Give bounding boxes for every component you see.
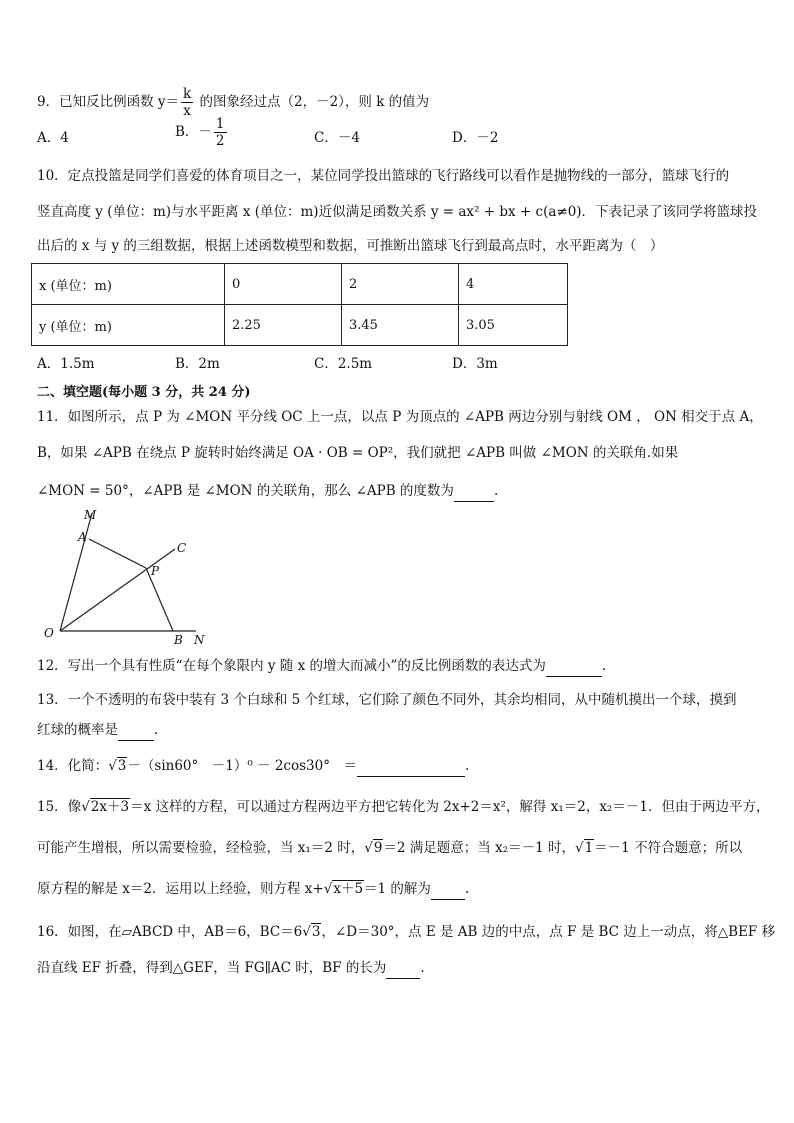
q15-l1-post: ＝x 这样的方程，可以通过方程两边平方把它转化为 2x+2＝x²，解得 x₁＝2，x₂＝－1．但由于两边平方， — [130, 799, 770, 815]
label-a: A — [78, 530, 87, 544]
q9-option-b-fraction — [214, 116, 227, 149]
q9-option-c: C．－4 — [314, 130, 360, 146]
q10-option-c: C．2.5m — [314, 356, 373, 372]
q10-option-a: A．1.5m — [37, 356, 95, 372]
sqrt-sign: √ — [302, 924, 311, 940]
q9-option-b — [175, 116, 229, 149]
q9-option-a: A．4 — [37, 130, 69, 146]
q10-options — [37, 354, 757, 374]
section-title: 二、填空题(每小题 3 分，共 24 分) — [37, 385, 251, 400]
q13-line2 — [37, 720, 158, 741]
table-cell: 3.05 — [459, 305, 568, 346]
q15-l1-radicand: 2x＋3 — [90, 799, 130, 815]
q15-l2-mid: ＝2 满足题意；当 x₂＝－1 时， — [383, 840, 575, 856]
q13-end: . — [154, 722, 159, 738]
table-cell: 2.25 — [225, 305, 342, 346]
answer-blank — [357, 756, 465, 777]
q10-option-b: B．2m — [175, 356, 220, 372]
q13-line2-text: 红球的概率是 — [37, 722, 118, 738]
label-n: N — [194, 633, 205, 647]
label-b: B — [174, 633, 183, 647]
q9-option-b-num: 1 — [215, 116, 225, 132]
q9-fraction — [181, 86, 193, 119]
q9-option-b-den: 2 — [215, 133, 225, 149]
q15-line3 — [37, 879, 469, 900]
q16-l2-text: 沿直线 EF 折叠，得到△GEF，当 FG∥AC 时，BF 的长为 — [37, 960, 387, 976]
q9-options — [37, 116, 757, 168]
q15-l2-radicand-2: 1 — [584, 840, 594, 856]
answer-blank — [546, 656, 602, 677]
label-p: P — [151, 564, 160, 578]
answer-blank — [454, 481, 494, 502]
sqrt-sign: √ — [364, 840, 373, 856]
q9-stem — [37, 86, 429, 119]
table-cell: 4 — [459, 264, 568, 305]
q16-l1-pre: 16．如图，在▱ABCD 中，AB＝6，BC＝6 — [37, 924, 303, 940]
q16-end: . — [420, 960, 425, 976]
q14-radicand: 3 — [117, 758, 127, 774]
q10-line1: 10．定点投篮是同学们喜爱的体育项目之一，某位同学投出篮球的飞行路线可以看作是抛物线的一部分，篮球飞行的 — [37, 168, 730, 184]
q10-line2: 竖直高度 y (单位：m)与水平距离 x (单位：m)近似满足函数关系 y = ax² + bx + c(a≠0)．下表记录了该同学将篮球投 — [37, 204, 758, 220]
segment-pa — [89, 539, 146, 568]
table-cell: y (单位：m) — [32, 305, 225, 346]
table-cell: 0 — [225, 264, 342, 305]
q11-line3-end: . — [493, 483, 499, 499]
q14-end: . — [464, 758, 470, 774]
q9-prefix: 9．已知反比例函数 y＝ — [37, 94, 180, 110]
sqrt-sign: √ — [323, 881, 333, 897]
q15-l2-post: ＝－1 不符合题意；所以 — [594, 840, 743, 856]
sqrt-sign: √ — [108, 758, 117, 774]
q14-stem — [37, 756, 469, 777]
answer-blank — [118, 720, 154, 741]
table-cell: x (单位：m) — [32, 264, 225, 305]
table-row — [32, 264, 568, 305]
sqrt-sign: √ — [574, 840, 584, 856]
q12-text: 12．写出一个具有性质“在每个象限内 y 随 x 的增大而减小”的反比例函数的表达式为 — [37, 658, 546, 674]
q15-l2-radicand-1: 9 — [373, 840, 383, 856]
label-o: O — [44, 626, 54, 640]
q13-line1: 13．一个不透明的布袋中装有 3 个白球和 5 个红球，它们除了颜色不同外，其余均相同，从中随机摸出一个球，摸到 — [37, 692, 737, 708]
q16-line2 — [37, 958, 425, 979]
q16-l1-radicand: 3 — [311, 924, 321, 940]
table-cell: 2 — [342, 264, 459, 305]
ray-om — [60, 513, 92, 631]
q15-l3-post: ＝1 的解为 — [364, 881, 431, 897]
sqrt-sign: √ — [81, 799, 90, 815]
q10-option-d: D．3m — [452, 356, 498, 372]
q11-line2: B，如果 ∠APB 在绕点 P 旋转时始终满足 OA · OB = OP²，我们就把 ∠APB 叫做 ∠MON 的关联角.如果 — [37, 445, 679, 461]
q9-frac-num: k — [183, 86, 192, 102]
q9-frac-den: x — [183, 103, 191, 119]
q15-l3-pre: 原方程的解是 x＝2．运用以上经验，则方程 x+ — [37, 881, 324, 897]
answer-blank — [386, 958, 420, 979]
q9-option-d: D．－2 — [452, 130, 499, 146]
q12-end: . — [601, 658, 607, 674]
label-c: C — [177, 541, 187, 555]
q11-angle-figure — [40, 505, 220, 650]
q10-line3: 出后的 x 与 y 的三组数据，根据上述函数模型和数据，可推断出篮球飞行到最高点时，水平距离为（ ） — [37, 238, 664, 254]
q11-line3 — [37, 481, 498, 502]
answer-blank — [431, 879, 465, 900]
q11-line3-text: ∠MON = 50°，∠APB 是 ∠MON 的关联角，那么 ∠APB 的度数为 — [37, 483, 454, 499]
q15-l1-pre: 15．像 — [37, 799, 82, 815]
q11-line1: 11．如图所示，点 P 为 ∠MON 平分线 OC 上一点，以点 P 为顶点的 ∠APB 两边分别与射线 OM ， ON 相交于点 A， — [37, 409, 763, 425]
q10-data-table — [31, 263, 568, 346]
bisector-oc — [60, 549, 175, 631]
q9-option-b-prefix: B．－ — [175, 124, 212, 140]
q12-stem — [37, 656, 606, 677]
q15-l3-radicand: x＋5 — [333, 881, 364, 897]
q15-l2-pre: 可能产生增根，所以需要检验，经检验，当 x₁＝2 时， — [37, 840, 365, 856]
table-row — [32, 305, 568, 346]
q9-suffix: 的图象经过点（2，－2），则 k 的值为 — [195, 94, 430, 110]
q14-prefix: 14．化简： — [37, 758, 109, 774]
q16-line1 — [37, 922, 775, 942]
table-cell: 3.45 — [342, 305, 459, 346]
label-m: M — [84, 508, 97, 522]
q15-line1 — [37, 797, 769, 817]
q15-line2 — [37, 838, 742, 858]
q16-l1-post: ，∠D＝30°，点 E 是 AB 边的中点，点 F 是 BC 边上一动点，将△BEF 移 — [321, 924, 776, 940]
q15-end: . — [464, 881, 470, 897]
q14-rest: －（sin60° －1）⁰ － 2cos30° ＝ — [127, 758, 357, 774]
